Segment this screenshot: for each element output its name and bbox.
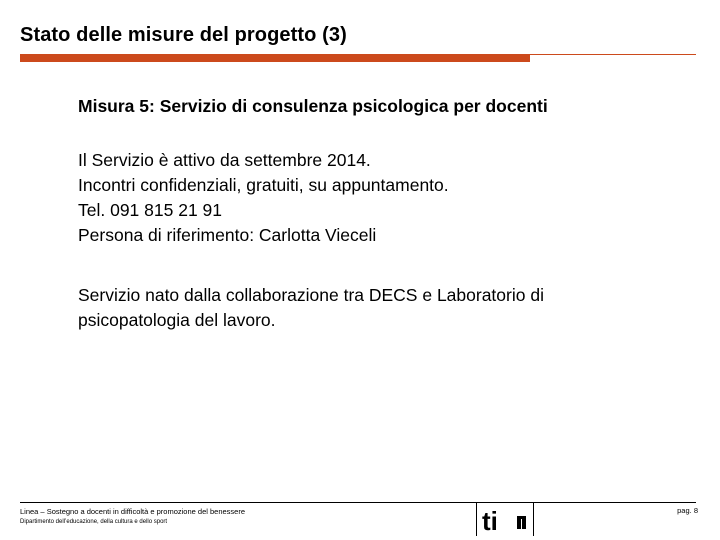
logo-text: ti [482, 506, 498, 534]
service-start-text: Il Servizio è attivo da settembre 2014. [78, 150, 371, 170]
collaboration-line-2: psicopatologia del lavoro. [78, 310, 276, 330]
footer-department-line: Dipartimento dell’educazione, della cultura e dello sport [20, 519, 168, 525]
footer-project-line: Linea – Sostegno a docenti in difficoltà e promozione del benessere [20, 507, 246, 516]
footer-divider [20, 502, 696, 503]
footer-text [20, 506, 245, 528]
contact-person-text: Persona di riferimento: Carlotta Vieceli [78, 225, 377, 245]
meetings-text: Incontri confidenziali, gratuiti, su appuntamento. [78, 175, 449, 195]
ticino-logo [476, 503, 534, 536]
ticino-logo-icon [481, 506, 529, 534]
shield-icon [517, 516, 526, 529]
title-rule-thick [20, 55, 530, 62]
collaboration-block [78, 283, 544, 333]
page-number: pag. 8 [677, 506, 698, 515]
collaboration-line-1: Servizio nato dalla collaborazione tra DECS e Laboratorio di [78, 285, 544, 305]
measure-subtitle: Misura 5: Servizio di consulenza psicologica per docenti [78, 96, 548, 116]
service-info-block [78, 148, 449, 248]
slide-title: Stato delle misure del progetto (3) [20, 24, 347, 46]
phone-text: Tel. 091 815 21 91 [78, 200, 223, 220]
